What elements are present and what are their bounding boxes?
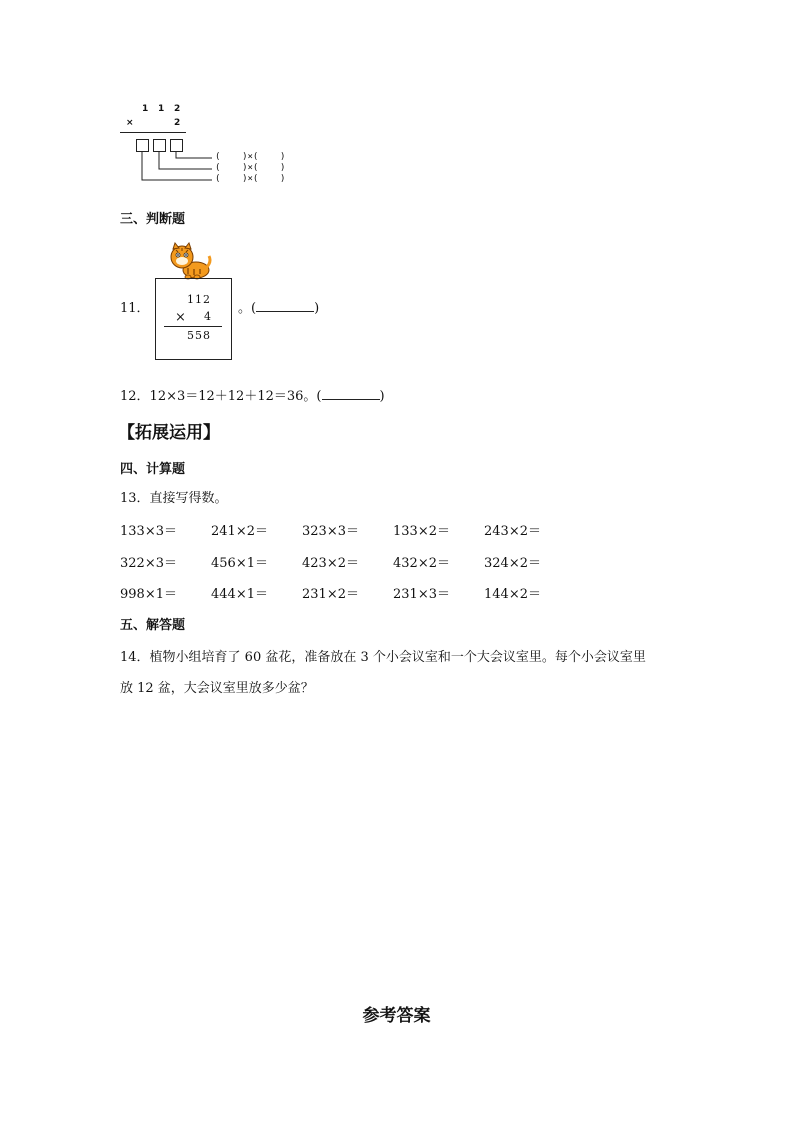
question-11-number: 11． [120,301,150,316]
section-3-heading: 三、判断题 [120,212,186,227]
calc-row-1-col-3: 323×3＝ [302,524,359,539]
calc-row-2-col-5: 324×2＝ [484,556,541,571]
question-14-line-1: 14．植物小组培育了 60 盆花，准备放在 3 个小会议室和一个大会议室里。每个小会议室里 [120,650,646,665]
calc-row-3-col-5: 144×2＝ [484,587,541,602]
q11-top-number: 112 [187,293,211,306]
q11-result: 558 [187,329,211,342]
multiplication-diagram [118,104,298,190]
calc-row-3-col-4: 231×3＝ [393,587,450,602]
answer-key-heading: 参考答案 [362,1006,431,1026]
q11-suffix: 。( [238,301,257,316]
times-sign: × [126,118,134,128]
question-11-box [155,278,232,360]
calc-row-1-col-2: 241×2＝ [211,524,268,539]
calc-row-1-col-5: 243×2＝ [484,524,541,539]
q12-answer-blank[interactable] [322,389,380,400]
digit-hundreds: 1 [142,104,149,114]
q11-close: ) [314,301,320,316]
q11-multiplier: 4 [204,310,211,323]
digit-tens: 1 [158,104,165,114]
bracket-row-3: ( )×( ) [215,174,286,184]
digit-ones: 2 [174,104,181,114]
calc-row-1-col-1: 133×3＝ [120,524,177,539]
question-11-answer [238,297,319,316]
question-14-line-2: 放 12 盆，大会议室里放多少盆？ [120,681,314,696]
calc-row-1-col-4: 133×2＝ [393,524,450,539]
calc-row-2-col-4: 432×2＝ [393,556,450,571]
connector-lines [118,104,218,190]
q11-line [164,326,222,327]
calc-row-2-col-3: 423×2＝ [302,556,359,571]
q12-close: ) [379,389,385,404]
bracket-row-1: ( )×( ) [215,152,286,162]
extension-heading: 【拓展运用】 [118,423,220,443]
question-13-prompt: 13．直接写得数。 [120,491,228,506]
calc-row-2-col-2: 456×1＝ [211,556,268,571]
question-12 [120,385,385,404]
q11-times-sign: × [175,310,186,325]
section-4-heading: 四、计算题 [120,462,186,477]
q11-answer-blank[interactable] [256,301,314,312]
calc-row-3-col-2: 444×1＝ [211,587,268,602]
section-5-heading: 五、解答题 [120,618,186,633]
q12-text: 12．12×3＝12＋12＋12＝36。( [120,389,322,404]
bracket-row-2: ( )×( ) [215,163,286,173]
calc-row-2-col-1: 322×3＝ [120,556,177,571]
calc-row-3-col-3: 231×2＝ [302,587,359,602]
calc-row-3-col-1: 998×1＝ [120,587,177,602]
multiplier-digit: 2 [174,118,181,128]
tiger-mascot-icon [166,242,212,280]
